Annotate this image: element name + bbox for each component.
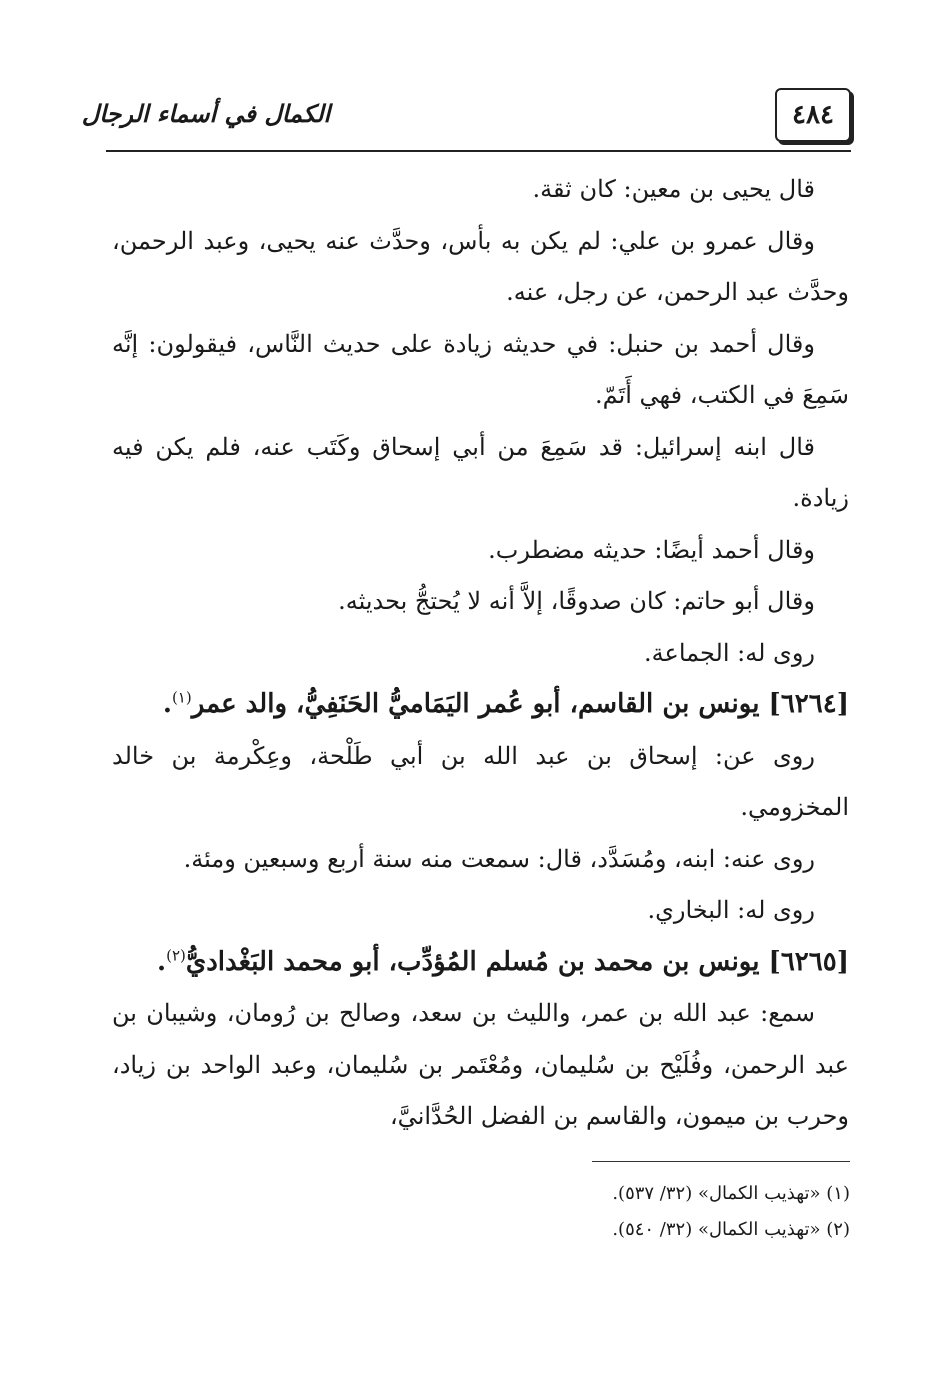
main-text <box>112 164 849 1143</box>
paragraph: روى عنه: ابنه، ومُسَدَّد، قال: سمعت منه سنة أربع وسبعين ومئة. <box>183 844 815 873</box>
paragraph: روى له: البخاري. <box>647 896 815 924</box>
footnote: (١) «تهذيب الكمال» (٣٢/ ٥٣٧). <box>612 1183 850 1204</box>
entry-heading-tail: . <box>157 946 167 977</box>
paragraph: روى عن: إسحاق بن عبد الله بن أبي طَلْحة، وعِكْرمة بن خالد المخزومي. <box>112 741 849 821</box>
footnote-marker: (٢) <box>166 945 186 964</box>
paragraph: قال ابنه إسرائيل: قد سَمِعَ من أبي إسحاق وكَتَب عنه، فلم يكن فيه زيادة. <box>112 432 849 512</box>
footnote: (٢) «تهذيب الكمال» (٣٢/ ٥٤٠). <box>612 1219 850 1240</box>
footnotes <box>400 1176 850 1248</box>
page-number: ٤٨٤ <box>775 88 851 142</box>
paragraph: وقال أبو حاتم: كان صدوقًا، إلاَّ أنه لا يُحتجُّ بحديثه. <box>338 587 815 615</box>
paragraph: وقال عمرو بن علي: لم يكن به بأس، وحدَّث عنه يحيى، وعبد الرحمن، وحدَّث عبد الرحمن، عن رجل، عنه. <box>112 226 849 306</box>
entry-heading-text: [٦٢٦٤] يونس بن القاسم، أبو عُمر اليَمَاميُّ الحَنَفِيُّ، والد عمر <box>191 689 849 719</box>
footnote-divider <box>592 1161 850 1162</box>
entry-heading-tail: . <box>162 689 172 719</box>
header-divider <box>106 150 851 152</box>
entry-heading <box>112 937 849 989</box>
book-title: الكمال في أسماء الرجال <box>81 98 331 128</box>
page-header <box>81 78 851 150</box>
paragraph: قال يحيى بن معين: كان ثقة. <box>532 175 815 203</box>
paragraph: روى له: الجماعة. <box>644 638 815 667</box>
paragraph: وقال أحمد أيضًا: حديثه مضطرب. <box>488 535 815 564</box>
paragraph: سمع: عبد الله بن عمر، والليث بن سعد، وصالح بن رُومان، وشيبان بن عبد الرحمن، وفُلَيْح بن سُليمان، ومُعْتَمر بن سُليمان، وعبد الواحد بن زياد، وحرب بن ميمون، والقاسم بن الفضل الحُدَّانيَّ، <box>112 999 849 1130</box>
entry-heading <box>112 679 849 731</box>
entry-heading-text: [٦٢٦٥] يونس بن محمد بن مُسلم المُؤدِّب، أبو محمد البَغْداديُّ <box>185 946 849 977</box>
footnote-marker: (١) <box>171 688 192 707</box>
paragraph: وقال أحمد بن حنبل: في حديثه زيادة على حديث النَّاس، فيقولون: إنَّه سَمِعَ في الكتب، فهي أَتَمّ. <box>112 329 849 409</box>
